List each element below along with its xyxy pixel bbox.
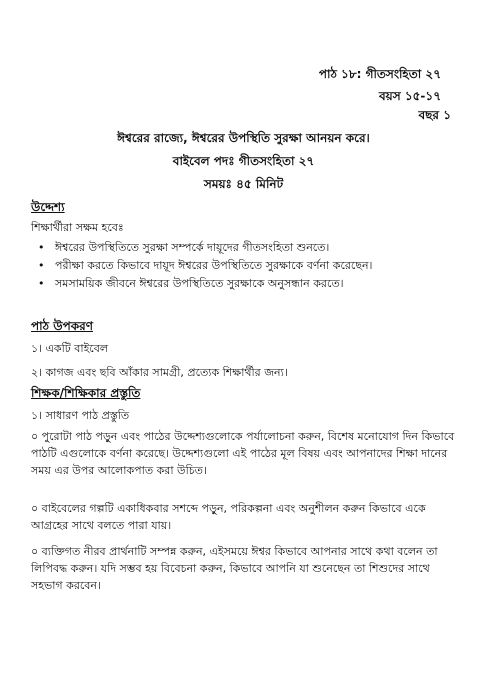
preparation-paragraph: ০ পুরোটা পাঠ পড়ুন এবং পাঠের উদ্দেশ্যগুলোকে পর্যালোচনা করুন, বিশেষ মনোযোগ দিন কিভাবে পাঠটি এগুলোকে বর্ণনা করেছে। উদ্দেশ্যগুলো এই পাঠের মূল বিষয় এবং আপনাদের শিক্ষা দানের সময় এর উপর আলোকপাত করা উচিত। (31, 430, 455, 477)
lesson-title: পাঠ ১৮: গীতসংহিতা ২৭ (318, 67, 441, 81)
list-item: • ঈশ্বরের উপস্থিতিতে সুরক্ষা সম্পর্কে দায়ূদের গীতসংহিতা শুনতে। (38, 241, 330, 254)
objectives-intro: শিক্ষার্থীরা সক্ষম হবেঃ (31, 221, 124, 234)
age-range: বয়স ১৫-১৭ (379, 89, 441, 103)
list-item: • সমসাময়িক জীবনে ঈশ্বরের উপস্থিতিতে সুরক্ষাকে অনুসন্ধান করতে। (38, 277, 344, 290)
preparation-paragraph: ০ ব্যক্তিগত নীরব প্রার্থনাটি সম্পন্ন করুন, এইসময়ে ঈশ্বর কিভাবে আপনার সাথে কথা বলেন তা লিপিবদ্ধ করুন। যদি সম্ভব হয় বিবেচনা করুন, কিভাবে আপনি যা শুনেছেন তা শিশুদের সাথে সহভাগ করবেন। (31, 545, 438, 592)
material-item: ২। কাগজ এবং ছবি আঁকার সামগ্রী, প্রত্যেক শিক্ষার্থীর জন্য। (31, 366, 288, 379)
lesson-duration: সময়ঃ ৪৫ মিনিট (203, 177, 284, 191)
lesson-main-title: ঈশ্বরের রাজ্যে, ঈশ্বরের উপস্থিতি সুরক্ষা আনয়ন করে। (117, 131, 370, 145)
bible-passage: বাইবেল পদঃ গীতসংহিতা ২৭ (172, 154, 315, 168)
bullet-icon: • (38, 259, 45, 272)
objectives-list (31, 240, 461, 294)
material-item: ১। একটি বাইবেল (31, 342, 109, 355)
list-item: • পরীক্ষা করতে কিভাবে দায়ূদ ঈশ্বরের উপস্থিতিতে সুরক্ষাকে বর্ণনা করেছেন। (38, 259, 373, 272)
preparation-paragraph: ০ বাইবেলের গল্পটি একাধিকবার সশব্দে পড়ুন, পরিকল্পনা এবং অনুশীলন করুন কিভাবে একে আগ্রহের সাথে বলতে পারা যায়। (31, 502, 426, 532)
bullet-icon: • (38, 277, 45, 290)
preparation-subheading: ১। সাধারণ পাঠ প্রস্তুতি (31, 409, 130, 422)
objectives-heading: উদ্দেশ্য (31, 200, 65, 214)
bullet-icon: • (38, 241, 45, 254)
materials-heading: পাঠ উপকরণ (31, 319, 93, 333)
preparation-heading: শিক্ষক/শিক্ষিকার প্রস্তুতি (31, 386, 141, 400)
year-label: বছর ১ (418, 108, 451, 122)
